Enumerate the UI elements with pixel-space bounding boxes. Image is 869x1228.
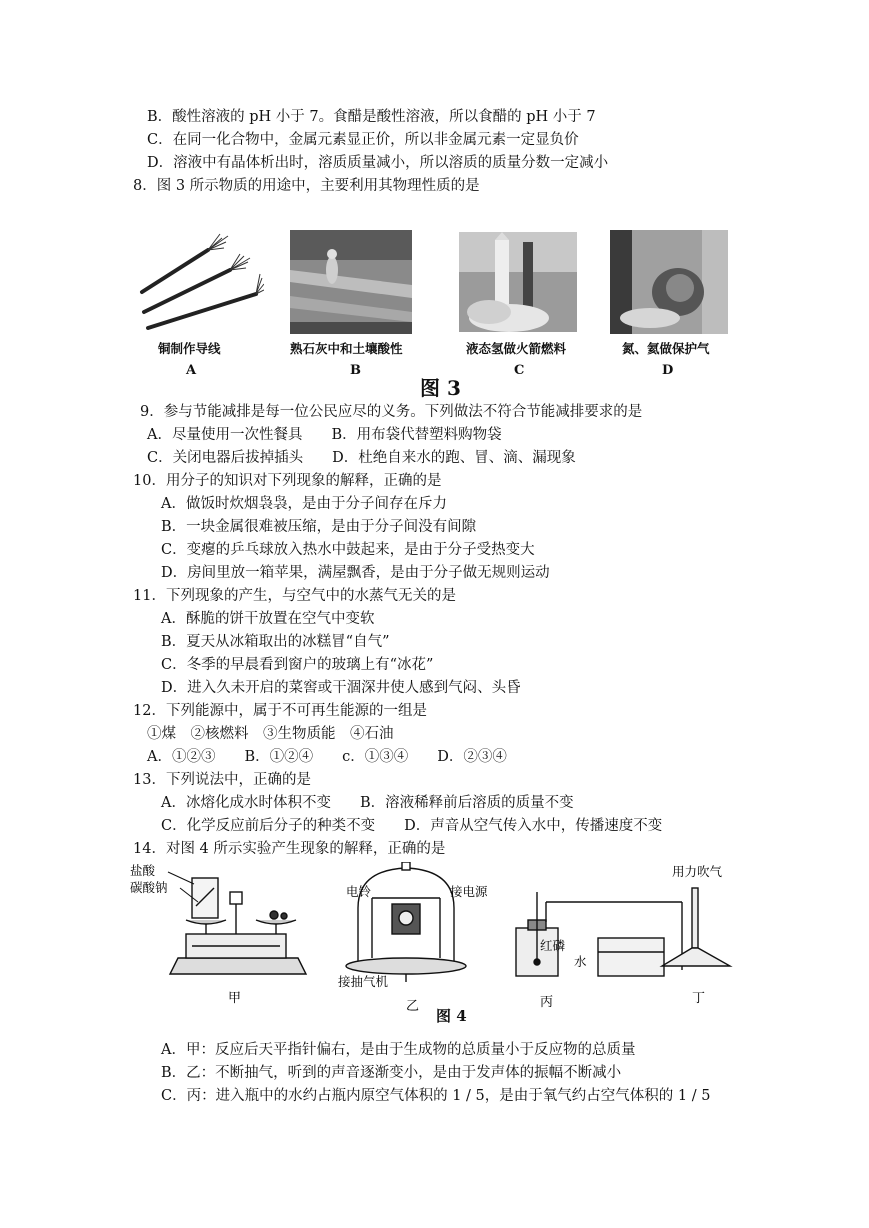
- fig3-letter-b: B: [350, 363, 361, 378]
- funnel-apparatus: [662, 888, 730, 966]
- q9-options-row2: C．关闭电器后拔掉插头 D．杜绝自来水的跑、冒、滴、漏现象: [147, 450, 576, 466]
- fig3-letter-c: C: [514, 363, 525, 378]
- q7-option-b: B．酸性溶液的 pH 小于 7。食醋是酸性溶液，所以食醋的 pH 小于 7: [147, 109, 596, 125]
- fig3-caption-b: 熟石灰中和土壤酸性: [290, 341, 403, 356]
- bell-jar-apparatus: [346, 862, 466, 982]
- q7-option-c: C．在同一化合物中，金属元素显正价，所以非金属元素一定显负价: [147, 132, 579, 148]
- copper-wire-image: [138, 232, 264, 332]
- fig3-letter-d: D: [662, 363, 674, 378]
- q11-option-c: C．冬季的早晨看到窗户的玻璃上有“冰花”: [161, 657, 434, 673]
- q10-option-a: A．做饭时炊烟袅袅，是由于分子间存在斥力: [161, 496, 447, 512]
- q10-stem: 10．用分子的知识对下列现象的解释，正确的是: [133, 473, 442, 489]
- q14-option-c: C．丙：进入瓶中的水约占瓶内原空气体积的 1 / 5，是由于氧气约占空气体积的 1 / 5: [161, 1088, 711, 1104]
- label-blow: 用力吹气: [672, 864, 723, 879]
- q14-option-b: B．乙：不断抽气，听到的声音逐渐变小，是由于发声体的振幅不断减小: [161, 1065, 622, 1081]
- q14-option-a: A．甲：反应后天平指针偏右，是由于生成物的总质量小于反应物的总质量: [161, 1042, 636, 1058]
- label-yi: 乙: [406, 999, 420, 1014]
- fig4-drawing: [126, 862, 746, 1022]
- protective-gas-image: [610, 230, 728, 334]
- label-water: 水: [574, 954, 587, 969]
- lime-field-image: [290, 230, 412, 334]
- q12-options: A．①②③ B．①②④ c．①③④ D．②③④: [147, 749, 507, 765]
- fig3-caption-d: 氮、氦做保护气: [622, 341, 710, 356]
- fig3-letter-a: A: [186, 363, 197, 378]
- label-power: 接电源: [450, 884, 488, 899]
- q11-option-a: A．酥脆的饼干放置在空气中变软: [161, 611, 375, 627]
- phosphorus-flask-apparatus: [516, 892, 682, 976]
- balance-apparatus: [170, 878, 306, 974]
- q11-option-d: D．进入久未开启的菜窖或干涸深井使人感到气闷、头昏: [161, 680, 521, 696]
- fig3-caption-a: 铜制作导线: [158, 341, 221, 356]
- q9-options-row1: A．尽量使用一次性餐具 B．用布袋代替塑料购物袋: [147, 427, 502, 443]
- q13-stem: 13．下列说法中，正确的是: [133, 772, 311, 788]
- q11-option-b: B．夏天从冰箱取出的冰糕冒“自气”: [161, 634, 390, 650]
- q7-option-d: D．溶液中有晶体析出时，溶质质量减小，所以溶质的质量分数一定减小: [147, 155, 609, 171]
- label-bell: 电铃: [346, 884, 372, 899]
- label-pump: 接抽气机: [338, 974, 389, 989]
- q9-stem: 9．参与节能减排是每一位公民应尽的义务。下列做法不符合节能减排要求的是: [140, 404, 643, 420]
- q12-stem: 12．下列能源中，属于不可再生能源的一组是: [133, 703, 427, 719]
- label-ding: 丁: [692, 991, 706, 1006]
- q12-items: ①煤 ②核燃料 ③生物质能 ④石油: [147, 726, 394, 742]
- q8-stem: 8．图 3 所示物质的用途中，主要利用其物理性质的是: [133, 178, 480, 194]
- q10-option-c: C．变瘪的乒乓球放入热水中鼓起来，是由于分子受热变大: [161, 542, 535, 558]
- label-phosphorus: 红磷: [540, 938, 566, 953]
- label-bing: 丙: [540, 995, 554, 1010]
- fig3-title: 图 3: [420, 376, 461, 400]
- label-hcl: 盐酸: [130, 863, 156, 878]
- rocket-launch-image: [459, 232, 577, 332]
- q13-options-row2: C．化学反应前后分子的种类不变 D．声音从空气传入水中，传播速度不变: [161, 818, 663, 834]
- label-jia: 甲: [228, 991, 242, 1006]
- fig3-caption-c: 液态氢做火箭燃料: [466, 341, 567, 356]
- q10-option-b: B．一块金属很难被压缩，是由于分子间没有间隙: [161, 519, 477, 535]
- q10-option-d: D．房间里放一箱苹果，满屋飘香，是由于分子做无规则运动: [161, 565, 550, 581]
- fig4-title: 图 4: [436, 1007, 467, 1025]
- q14-stem: 14．对图 4 所示实验产生现象的解释，正确的是: [133, 841, 446, 857]
- label-na2co3: 碳酸钠: [130, 880, 168, 895]
- q11-stem: 11．下列现象的产生，与空气中的水蒸气无关的是: [133, 588, 456, 604]
- q13-options-row1: A．冰熔化成水时体积不变 B．溶液稀释前后溶质的质量不变: [161, 795, 574, 811]
